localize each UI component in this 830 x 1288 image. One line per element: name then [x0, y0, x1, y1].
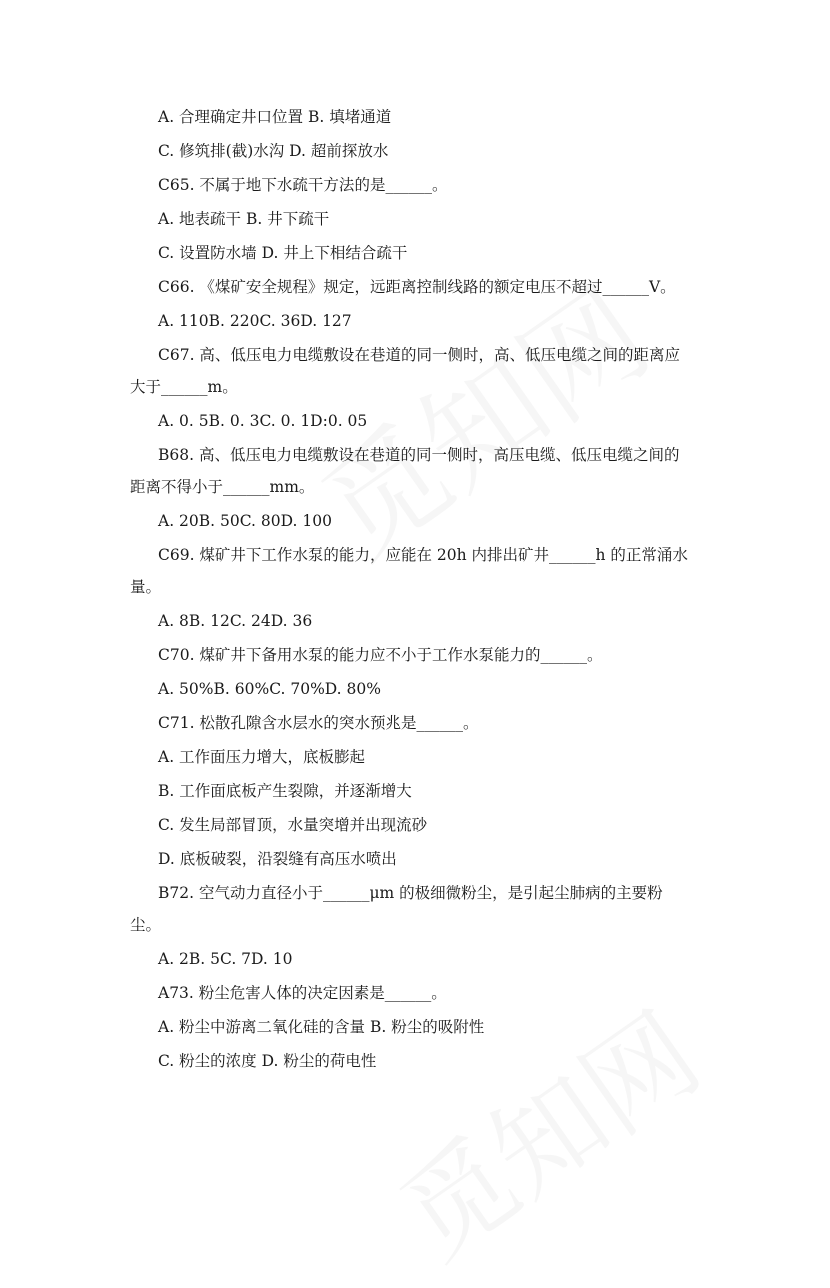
question-line: A73. 粉尘危害人体的决定因素是______。	[158, 984, 447, 1002]
option-line: A. 50%B. 60%C. 70%D. 80%	[158, 680, 381, 698]
question-line-continued: 距离不得小于______mm。	[130, 478, 315, 496]
option-line: A. 8B. 12C. 24D. 36	[158, 612, 313, 630]
option-line: A. 2B. 5C. 7D. 10	[158, 950, 293, 968]
option-line: D. 底板破裂，沿裂缝有高压水喷出	[158, 850, 397, 868]
option-line: A. 0. 5B. 0. 3C. 0. 1D:0. 05	[158, 412, 368, 430]
question-line-continued: 尘。	[130, 916, 162, 934]
question-line: C70. 煤矿井下备用水泵的能力应不小于工作水泵能力的______。	[158, 646, 603, 664]
option-line: A. 粉尘中游离二氧化硅的含量 B. 粉尘的吸附性	[158, 1018, 485, 1036]
option-line: C. 粉尘的浓度 D. 粉尘的荷电性	[158, 1052, 377, 1070]
question-line: C65. 不属于地下水疏干方法的是______。	[158, 176, 448, 194]
question-line: B72. 空气动力直径小于______μm 的极细微粉尘，是引起尘肺病的主要粉	[158, 884, 663, 902]
option-line: A. 合理确定井口位置 B. 填堵通道	[158, 108, 392, 126]
option-line: C. 发生局部冒顶，水量突增并出现流砂	[158, 816, 428, 834]
option-line: B. 工作面底板产生裂隙，并逐渐增大	[158, 782, 412, 800]
question-line: C69. 煤矿井下工作水泵的能力，应能在 20h 内排出矿井______h 的正常涌水	[158, 546, 688, 564]
question-line: B68. 高、低压电力电缆敷设在巷道的同一侧时，高压电缆、低压电缆之间的	[158, 446, 680, 464]
question-line-continued: 大于______m。	[130, 378, 238, 396]
option-line: A. 地表疏干 B. 井下疏干	[158, 210, 330, 228]
option-line: C. 设置防水墙 D. 井上下相结合疏干	[158, 244, 408, 262]
question-line: C67. 高、低压电力电缆敷设在巷道的同一侧时，高、低压电缆之间的距离应	[158, 346, 680, 364]
question-line: C71. 松散孔隙含水层水的突水预兆是______。	[158, 714, 479, 732]
question-line-continued: 量。	[130, 578, 162, 596]
option-line: A. 20B. 50C. 80D. 100	[158, 512, 332, 530]
option-line: A. 工作面压力增大，底板膨起	[158, 748, 366, 766]
question-line: C66. 《煤矿安全规程》规定，远距离控制线路的额定电压不超过______V。	[158, 278, 676, 296]
option-line: C. 修筑排(截)水沟 D. 超前探放水	[158, 142, 389, 160]
option-line: A. 110B. 220C. 36D. 127	[158, 312, 352, 330]
